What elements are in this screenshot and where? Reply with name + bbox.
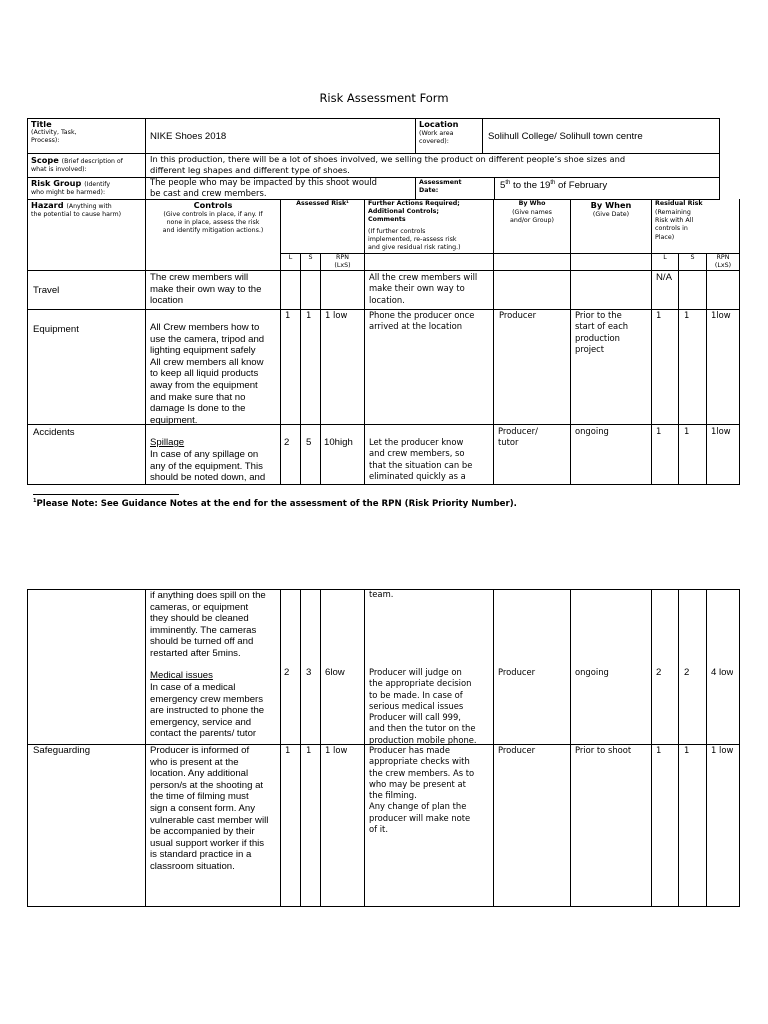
further-actions-medical: Producer will judge on the appropriate decision to be made. In case of serious medical issues Producer will call 999, and then the tutor on the production mobile phone. [369, 667, 477, 745]
further-actions-column-description: (If further controls implemented, re-assess risk and give residual risk rating.) [368, 228, 461, 252]
by-when-safeguarding: Prior to shoot [575, 745, 632, 755]
by-who-column-description: (Give names and/or Group) [509, 209, 555, 225]
hazard-travel: Travel [33, 285, 60, 296]
medical-issues-heading: Medical issues [150, 670, 213, 681]
residual-l-equipment: 1 [656, 310, 662, 320]
location-label: Location [419, 119, 459, 129]
residual-s-medical: 2 [684, 667, 690, 678]
by-when-column-description: (Give Date) [592, 211, 630, 218]
assessed-s-accidents: 5 [306, 437, 312, 448]
assessed-rpn-equipment: 1 low [325, 310, 348, 320]
residual-l-accidents: 1 [656, 426, 662, 436]
residual-risk-column-description: (Remaining Risk with All controls in Place) [655, 209, 694, 241]
hazard-column-description: the potential to cause harm) [31, 211, 122, 218]
risk-group-label: Risk Group (Identify [31, 178, 110, 188]
scope-description: what is involved): [31, 166, 87, 173]
assessment-date-label: Assessment Date: [419, 179, 462, 195]
by-when-equipment: Prior to the start of each production project [575, 310, 629, 354]
hazard-equipment: Equipment [33, 324, 79, 335]
controls-column-header: Controls [193, 200, 233, 210]
further-actions-accidents: Let the producer know and crew members, so that the situation can be eliminated quickly as a [369, 437, 473, 481]
assessed-s-header: S [308, 254, 313, 261]
residual-rpn-equipment: 1low [711, 310, 731, 320]
assessed-rpn-safeguarding: 1 low [325, 745, 348, 755]
controls-column-description: (Give controls in place, if any. If none in place, assess the risk and identify mitigation actions.) [162, 211, 264, 235]
location-description: (Work area covered): [419, 130, 454, 146]
residual-l-header: L [663, 254, 667, 261]
by-when-accidents: ongoing [575, 426, 609, 436]
by-when-column-header: By When [590, 200, 632, 210]
hazard-accidents: Accidents [33, 427, 75, 438]
by-who-column-header: By Who [518, 200, 546, 207]
residual-s-safeguarding: 1 [684, 745, 690, 755]
form-title: Risk Assessment Form [319, 91, 449, 105]
location-value: Solihull College/ Solihull town centre [488, 131, 643, 142]
residual-s-equipment: 1 [684, 310, 690, 320]
title-label: Title [31, 119, 52, 129]
scope-value: In this production, there will be a lot of shoes involved, we selling the product on different people’s shoe sizes and different leg shapes and different type of shoes. [150, 154, 626, 176]
controls-medical-issues: In case of a medical emergency crew members are instructed to phone the emergency, service and contact the parents/ tutor [150, 682, 265, 740]
residual-rpn-header: RPN (LxS) [714, 254, 732, 269]
further-actions-equipment: Phone the producer once arrived at the location [369, 310, 475, 332]
assessed-l-equipment: 1 [285, 310, 291, 320]
risk-group-value: The people who may be impacted by this shoot would be cast and crew members. [150, 177, 377, 199]
by-who-accidents: Producer/ tutor [498, 426, 538, 448]
residual-risk-column-header: Residual Risk [655, 200, 703, 207]
hazard-column-header: Hazard (Anything with [31, 200, 112, 210]
controls-accidents-continued: if anything does spill on the cameras, or equipment they should be cleaned imminently. The cameras should be turned off and restarted after 5mins. [150, 590, 266, 659]
controls-travel: The crew members will make their own way to the location [150, 272, 262, 307]
residual-rpn-accidents: 1low [711, 426, 731, 436]
further-actions-travel: All the crew members will make their own way to location. [369, 272, 478, 305]
by-who-medical: Producer [498, 667, 536, 677]
assessed-s-equipment: 1 [306, 310, 312, 320]
footnote-rule [33, 494, 179, 495]
title-value: NIKE Shoes 2018 [150, 131, 227, 142]
residual-l-safeguarding: 1 [656, 745, 662, 755]
assessed-rpn-header: RPN (LxS) [334, 254, 351, 269]
assessed-l-medical: 2 [284, 667, 290, 678]
assessed-l-safeguarding: 1 [285, 745, 291, 755]
assessment-date-value: 5th to the 19th of February [500, 180, 608, 192]
further-actions-accidents-continued: team. [369, 589, 394, 599]
residual-rpn-safeguarding: 1 low [711, 745, 734, 755]
by-who-safeguarding: Producer [498, 745, 536, 755]
residual-l-medical: 2 [656, 667, 662, 678]
by-when-medical: ongoing [575, 667, 609, 677]
by-who-equipment: Producer [499, 310, 537, 320]
residual-s-header: S [690, 254, 695, 261]
assessed-l-header: L [288, 254, 293, 261]
assessed-l-accidents: 2 [284, 437, 290, 448]
scope-label: Scope (Brief description of [31, 155, 123, 165]
assessed-rpn-accidents: 10high [324, 437, 353, 448]
risk-group-description: who might be harmed): [31, 189, 106, 196]
spillage-heading: Spillage [150, 437, 185, 448]
assessed-rpn-medical: 6low [325, 667, 345, 678]
hazard-safeguarding: Safeguarding [33, 745, 91, 756]
residual-s-accidents: 1 [684, 426, 690, 436]
further-actions-column-header: Further Actions Required; Additional Controls; Comments [368, 200, 460, 224]
title-description: (Activity, Task, Process): [31, 129, 77, 145]
further-actions-safeguarding: Producer has made appropriate checks with the crew members. As to who may be present at the filming. Any change of plan the producer will make note of it. [369, 745, 475, 835]
footnote: $^1$Please Note: See Guidance Notes at the end for the assessment of the RPN (Risk Priority Number). [33, 498, 517, 509]
residual-l-travel: N/A [656, 272, 672, 283]
controls-equipment: All Crew members how to use the camera, tripod and lighting equipment safely All crew members all know to keep all liquid products away from the equipment and make sure that no damage Is done to the equipment. [150, 322, 265, 426]
assessed-risk-column-header: Assessed Risk¹ [296, 200, 349, 207]
assessed-s-safeguarding: 1 [306, 745, 312, 755]
residual-rpn-medical: 4 low [711, 667, 734, 678]
assessed-s-medical: 3 [306, 667, 312, 678]
controls-safeguarding: Producer is informed of who is present at the location. Any additional person/s at the shooting at the time of filming must sign a consent form. Any vulnerable cast member will be accompanied by their usual support worker if this is standard practice in a classroom situation. [150, 745, 269, 872]
controls-accidents: In case of any spillage on any of the equipment. This should be noted down, and [150, 449, 266, 484]
